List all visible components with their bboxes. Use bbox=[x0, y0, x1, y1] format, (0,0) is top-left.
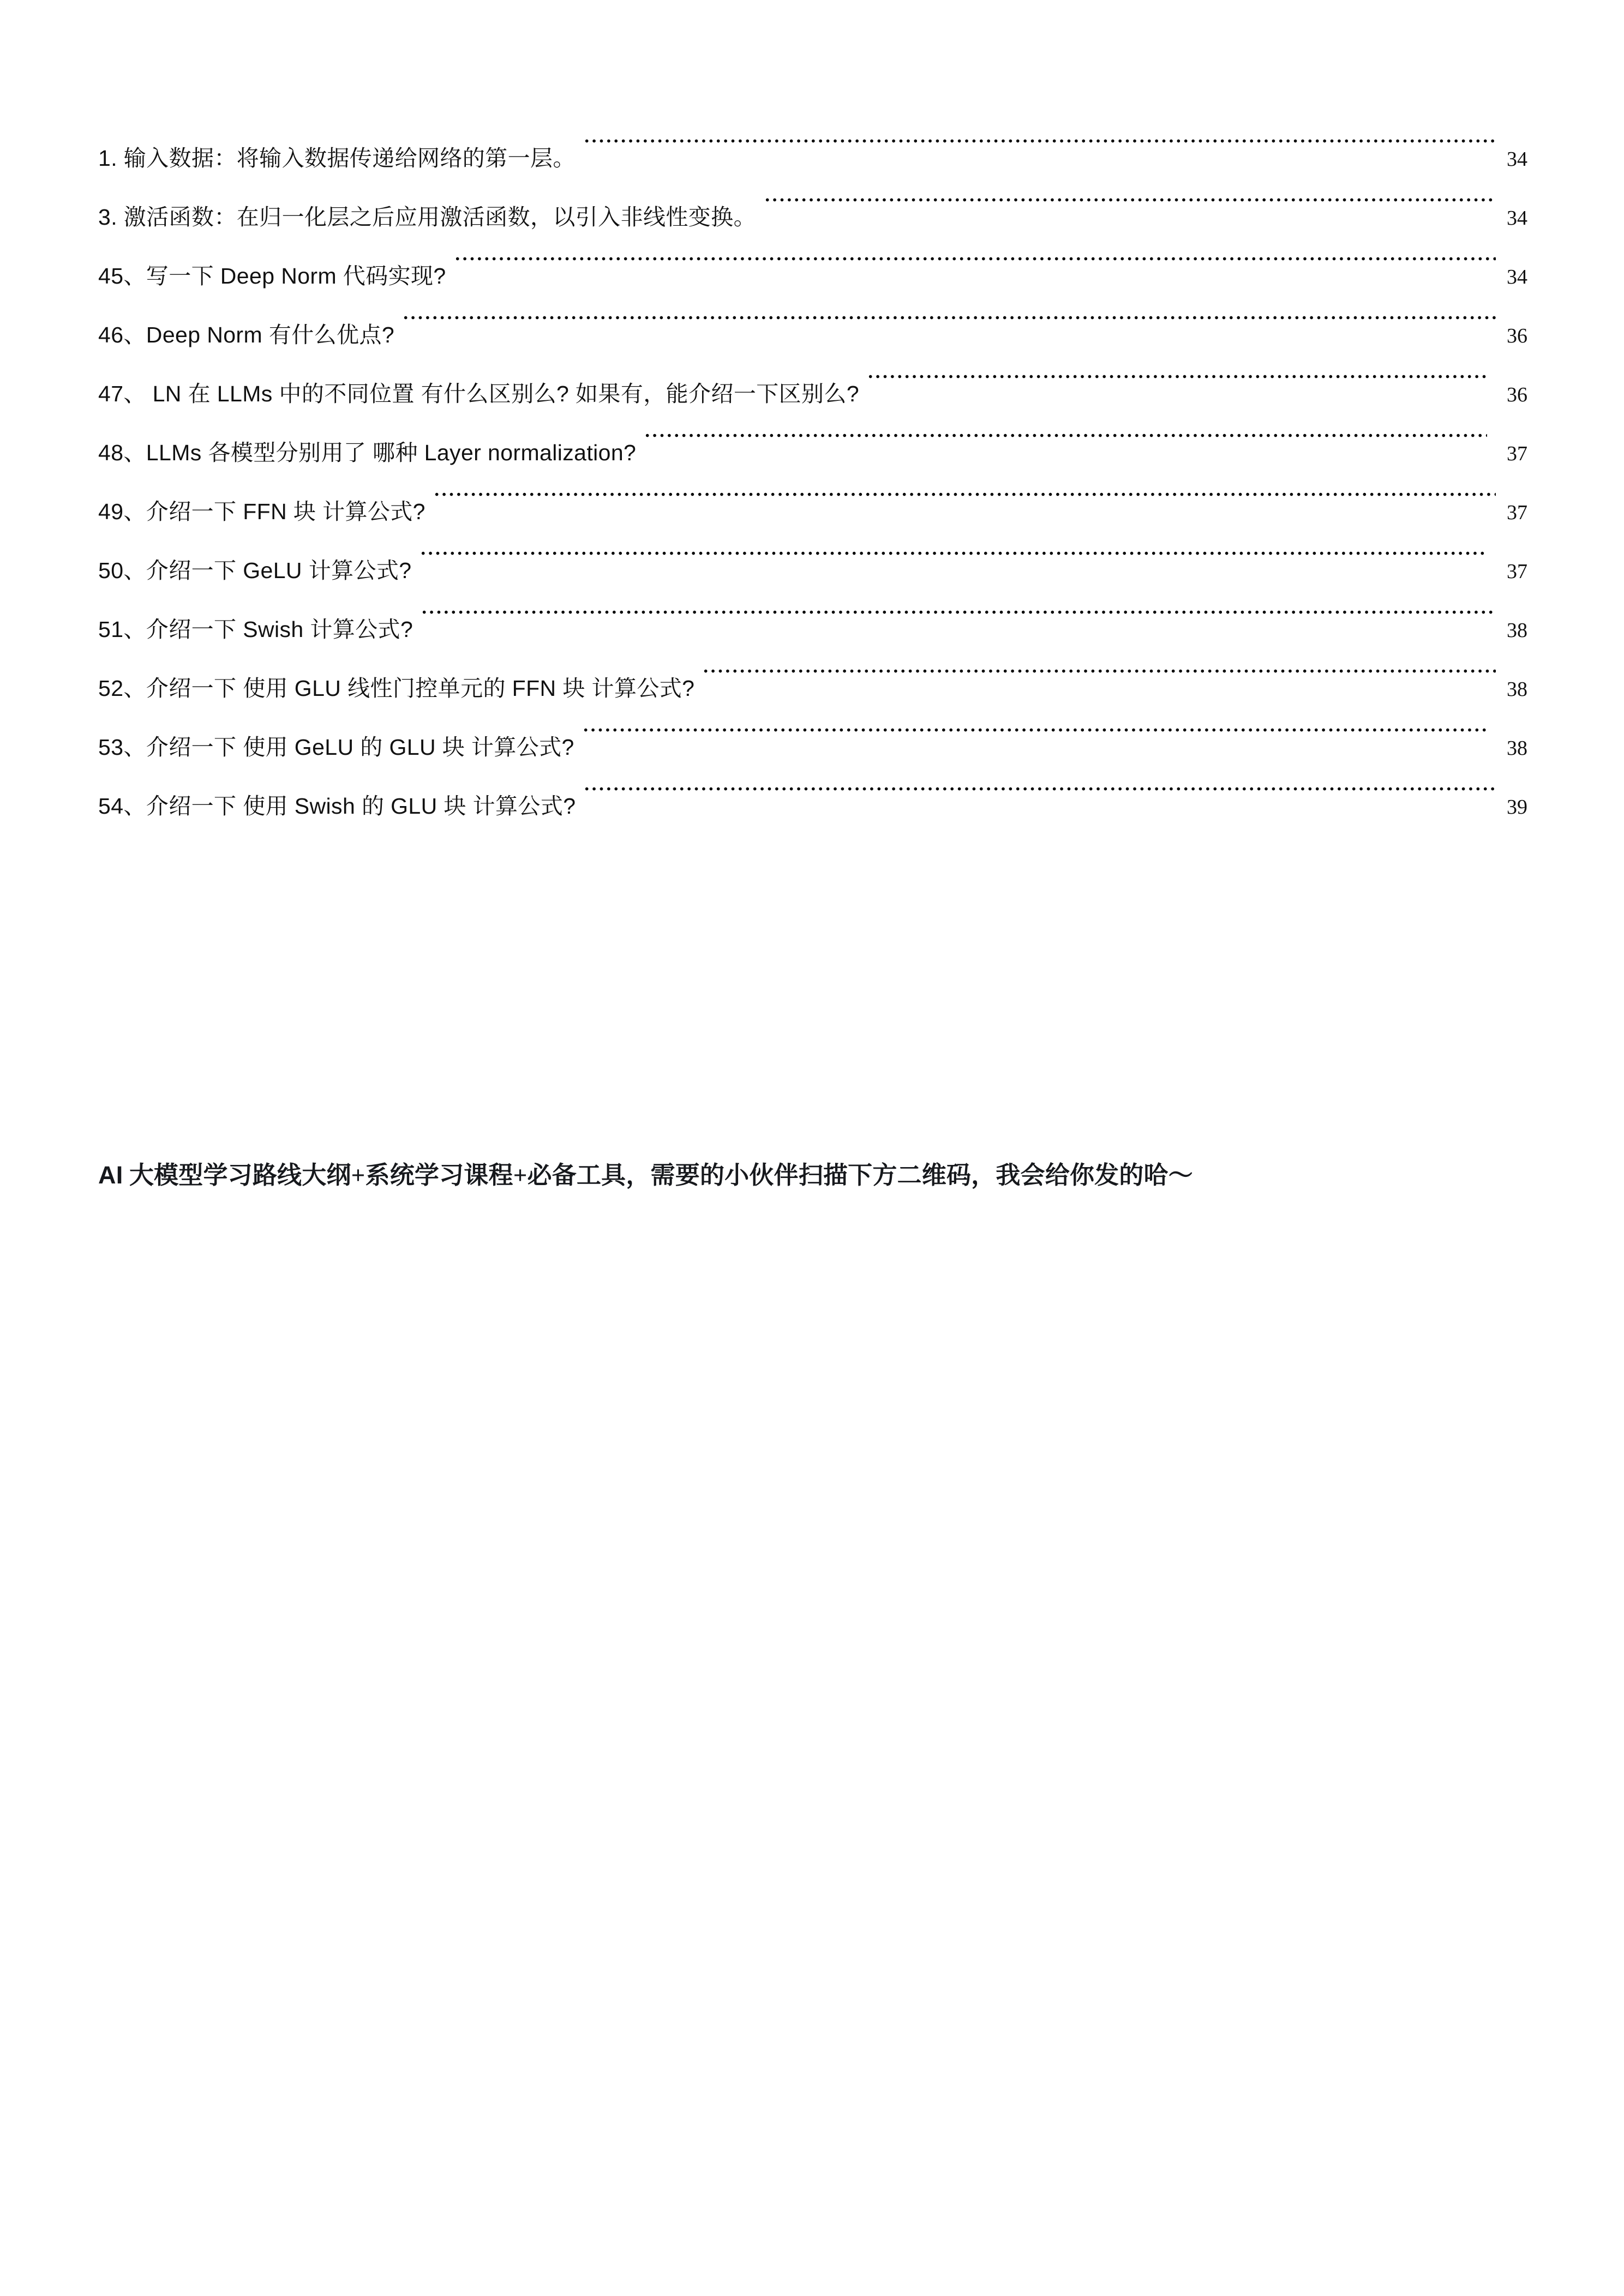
toc-page-number: 38 bbox=[1507, 737, 1527, 760]
toc-entry-label: 47、 LN 在 LLMs 中的不同位置 有什么区别么? 如果有，能介绍一下区别么? bbox=[98, 381, 860, 406]
toc-entry[interactable] bbox=[98, 107, 1527, 171]
toc-dot-leader bbox=[583, 755, 1496, 814]
toc-page-number: 37 bbox=[1507, 442, 1527, 465]
toc-page-number: 37 bbox=[1507, 560, 1527, 583]
toc-entry-label: 49、介绍一下 FFN 块 计算公式? bbox=[98, 499, 426, 524]
toc-dot-leader bbox=[644, 401, 1487, 460]
toc-page-number: 38 bbox=[1507, 619, 1527, 642]
toc-page-number: 37 bbox=[1507, 501, 1527, 524]
toc-entry-label: 51、介绍一下 Swish 计算公式? bbox=[98, 617, 414, 642]
toc-dot-leader bbox=[421, 578, 1496, 637]
toc-dot-leader bbox=[433, 460, 1496, 519]
toc-entry-label: 50、介绍一下 GeLU 计算公式? bbox=[98, 558, 412, 583]
toc-list bbox=[98, 107, 1527, 819]
promo-line bbox=[98, 1155, 1549, 1191]
toc-page-number: 39 bbox=[1507, 796, 1527, 819]
promo-ai-prefix: AI bbox=[98, 1161, 123, 1189]
promo-text: 大模型学习路线大纲+系统学习课程+必备工具，需要的小伙伴扫描下方二维码，我会给你发的哈～ bbox=[123, 1162, 1193, 1189]
toc-entry-label: 45、写一下 Deep Norm 代码实现? bbox=[98, 263, 446, 288]
toc-entry-label: 3. 激活函数：在归一化层之后应用激活函数，以引入非线性变换。 bbox=[98, 205, 756, 230]
toc-entry-label: 53、介绍一下 使用 GeLU 的 GLU 块 计算公式? bbox=[98, 735, 574, 760]
toc-dot-leader bbox=[702, 637, 1496, 696]
toc-dot-leader bbox=[454, 225, 1496, 284]
toc-page-number: 36 bbox=[1507, 324, 1527, 347]
toc-dot-leader bbox=[583, 107, 1496, 166]
toc-page-number: 34 bbox=[1507, 207, 1527, 230]
toc-entry-label: 54、介绍一下 使用 Swish 的 GLU 块 计算公式? bbox=[98, 794, 576, 819]
toc-entry-label: 46、Deep Norm 有什么优点? bbox=[98, 322, 395, 347]
toc-dot-leader bbox=[582, 696, 1487, 755]
toc-entry-label: 52、介绍一下 使用 GLU 线性门控单元的 FFN 块 计算公式? bbox=[98, 676, 695, 701]
toc-dot-leader bbox=[420, 519, 1488, 578]
toc-dot-leader bbox=[764, 166, 1496, 225]
toc-dot-leader bbox=[402, 284, 1496, 342]
toc-entry-label: 48、LLMs 各模型分别用了 哪种 Layer normalization? bbox=[98, 440, 637, 465]
toc-page-number: 36 bbox=[1507, 383, 1527, 406]
toc-page-number: 38 bbox=[1507, 678, 1527, 701]
toc-page-number: 34 bbox=[1507, 266, 1527, 288]
toc-entry-label: 1. 输入数据：将输入数据传递给网络的第一层。 bbox=[98, 146, 576, 171]
toc-page-number: 34 bbox=[1507, 148, 1527, 171]
toc-dot-leader bbox=[867, 342, 1487, 401]
